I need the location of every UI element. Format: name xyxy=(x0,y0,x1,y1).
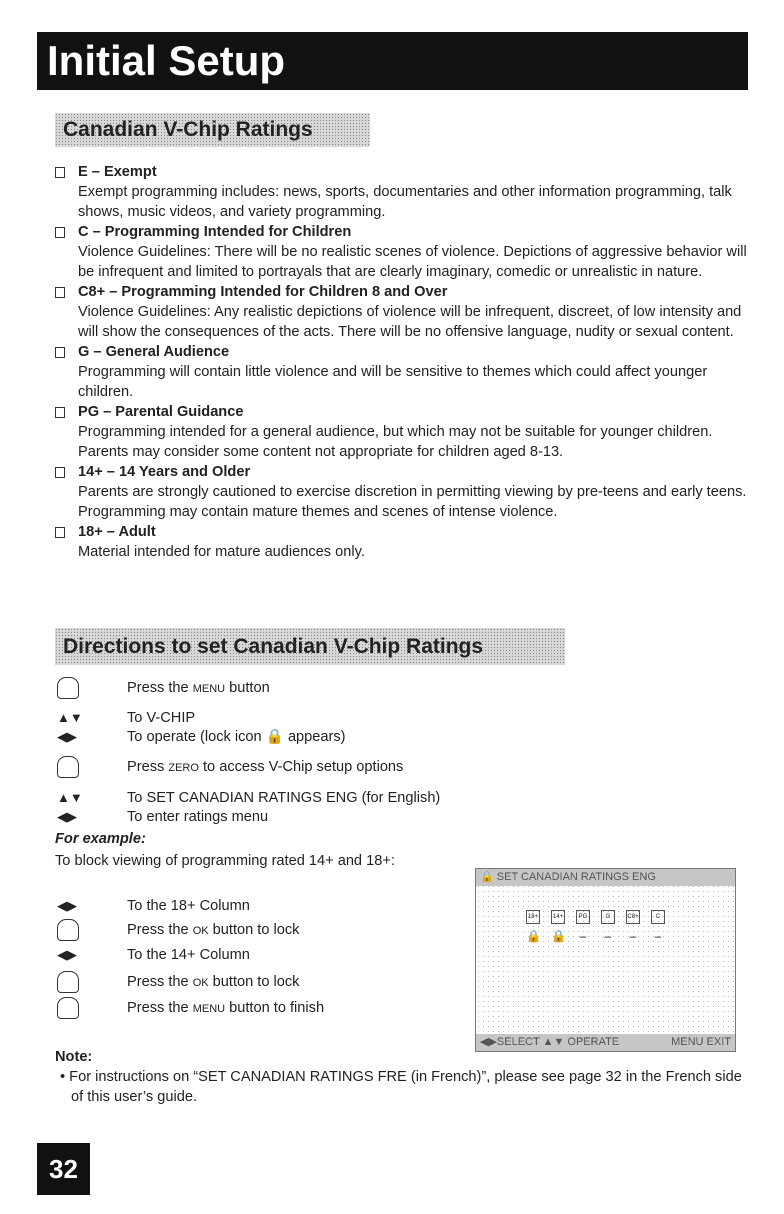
rating-column-icon: 14+ xyxy=(551,910,565,924)
rating-title: C8+ – Programming Intended for Children 8 and Over xyxy=(78,284,448,300)
rating-desc: Parents are strongly cautioned to exercise discretion in permitting viewing by pre-teens and early teens. Programming may contain mature themes and scenes of intense violence. xyxy=(78,484,747,520)
rating-item xyxy=(55,342,755,402)
rating-title: C – Programming Intended for Children xyxy=(78,224,352,240)
rating-columns xyxy=(526,910,665,924)
rating-item xyxy=(55,222,755,282)
left-right-arrows-icon: ◀▶ xyxy=(57,809,77,824)
hand-press-icon xyxy=(57,997,117,1026)
checkbox-bullet-icon xyxy=(55,407,65,418)
rating-column-icon: 18+ xyxy=(526,910,540,924)
example-text: To block viewing of programming rated 14+ and 18+: xyxy=(55,853,395,869)
rating-desc: Programming will contain little violence and will be sensitive to themes which could affect younger children. xyxy=(78,364,708,400)
rating-desc: Exempt programming includes: news, sports, documentaries and other information programming, talk shows, music videos, and variety programming. xyxy=(78,184,732,220)
checkbox-bullet-icon xyxy=(55,347,65,358)
left-right-arrows-icon: ◀▶ xyxy=(57,729,77,744)
note-label: Note: xyxy=(55,1049,93,1065)
screen-footer-right: MENU EXIT xyxy=(671,1036,731,1048)
step-text: To SET CANADIAN RATINGS ENG (for English) xyxy=(127,790,441,806)
section-heading-ratings: Canadian V-Chip Ratings xyxy=(55,113,370,147)
left-right-arrows-icon: ◀▶ xyxy=(57,947,77,962)
hand-press-icon xyxy=(57,971,117,1000)
rating-column-icon: C xyxy=(651,910,665,924)
step-text: To the 18+ Column xyxy=(127,898,250,914)
page-header: Initial Setup xyxy=(37,32,748,90)
lock-icon: 🔒 xyxy=(526,929,541,943)
step-text: To operate (lock icon 🔒 appears) xyxy=(127,729,346,745)
rating-title: G – General Audience xyxy=(78,344,230,360)
rating-item xyxy=(55,402,755,462)
screen-footer-left: ◀▶SELECT ▲▼ OPERATE xyxy=(480,1036,620,1048)
checkbox-bullet-icon xyxy=(55,167,65,178)
rating-desc: Violence Guidelines: Any realistic depictions of violence will be infrequent, discreet, of low intensity and will show the consequences of the acts. There will be no offensive language, nudity or sexual content. xyxy=(78,304,742,340)
section-heading-directions: Directions to set Canadian V-Chip Ratings xyxy=(55,628,565,665)
step-text: Press ZERO to access V-Chip setup options xyxy=(127,759,404,775)
rating-item xyxy=(55,162,755,222)
ratings-list xyxy=(55,162,755,562)
rating-item xyxy=(55,282,755,342)
hand-press-icon xyxy=(57,677,117,706)
rating-item xyxy=(55,462,755,522)
rating-desc: Violence Guidelines: There will be no realistic scenes of violence. Depictions of aggressive behavior will be infrequent and limited to portrayals that are clearly imaginary, comedic or unrealistic in nature. xyxy=(78,244,747,280)
unlocked-dash: – xyxy=(654,929,662,943)
rating-title: 18+ – Adult xyxy=(78,524,156,540)
step-text: Press the OK button to lock xyxy=(127,922,300,938)
screen-title: SET CANADIAN RATINGS ENG xyxy=(496,871,656,883)
step-text: To the 14+ Column xyxy=(127,947,250,963)
up-down-arrows-icon: ▲▼ xyxy=(57,790,83,805)
rating-desc: Material intended for mature audiences only. xyxy=(78,544,365,560)
checkbox-bullet-icon xyxy=(55,287,65,298)
tv-screen-illustration xyxy=(475,868,736,1052)
unlocked-dash: – xyxy=(579,929,587,943)
step-text: Press the MENU button to finish xyxy=(127,1000,325,1016)
rating-column-icon: C8+ xyxy=(626,910,640,924)
lock-row xyxy=(526,929,665,943)
lock-icon: 🔒 xyxy=(265,729,284,745)
note-body: For instructions on “SET CANADIAN RATINGS FRE (in French)”, please see page 32 in the French side of this user’s guide. xyxy=(69,1069,742,1105)
checkbox-bullet-icon xyxy=(55,467,65,478)
lock-icon: 🔒 xyxy=(551,929,566,943)
step-text: Press the MENU button xyxy=(127,680,270,696)
up-down-arrows-icon: ▲▼ xyxy=(57,710,83,725)
checkbox-bullet-icon xyxy=(55,527,65,538)
rating-title: E – Exempt xyxy=(78,164,157,180)
rating-column-icon: G xyxy=(601,910,615,924)
lock-icon: 🔒 SET CANADIAN RATINGS ENG xyxy=(480,871,656,883)
hand-press-icon xyxy=(57,756,117,785)
example-label: For example: xyxy=(55,831,146,847)
note-text: • For instructions on “SET CANADIAN RATINGS FRE (in French)”, please see page 32 in the French side of this user’s guide. xyxy=(60,1069,742,1105)
rating-title: PG – Parental Guidance xyxy=(78,404,244,420)
rating-title: 14+ – 14 Years and Older xyxy=(78,464,251,480)
checkbox-bullet-icon xyxy=(55,227,65,238)
step-text: Press the OK button to lock xyxy=(127,974,300,990)
left-right-arrows-icon: ◀▶ xyxy=(57,898,77,913)
page-number: 32 xyxy=(37,1143,90,1195)
rating-item xyxy=(55,522,755,562)
note xyxy=(55,1047,755,1107)
step-text: To enter ratings menu xyxy=(127,809,269,825)
rating-column-icon: PG xyxy=(576,910,590,924)
rating-desc: Programming intended for a general audience, but which may not be suitable for younger children. Parents may consider some content not appropriate for children aged 8-13. xyxy=(78,424,713,460)
unlocked-dash: – xyxy=(604,929,612,943)
unlocked-dash: – xyxy=(629,929,637,943)
step-text: To V-CHIP xyxy=(127,710,196,726)
